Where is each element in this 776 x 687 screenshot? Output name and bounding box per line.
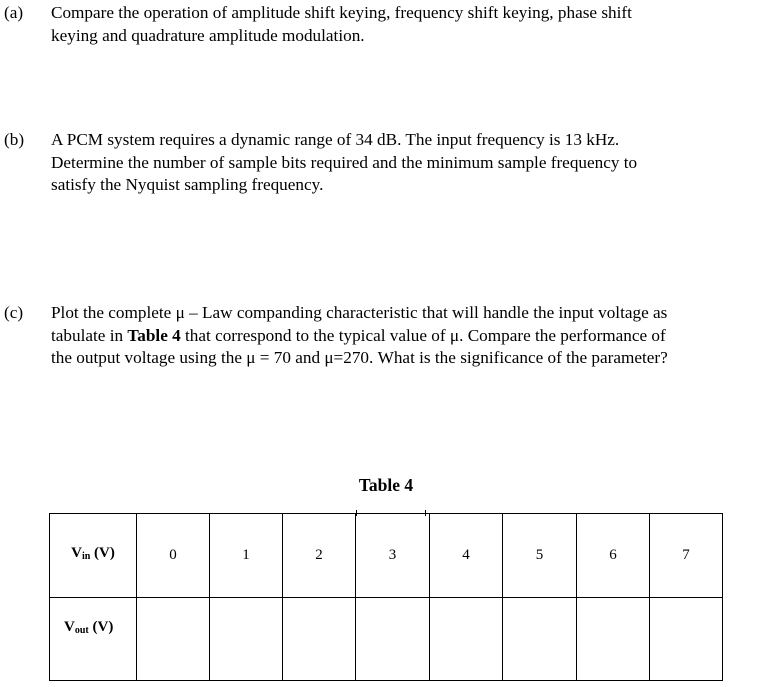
- vin-cell: 1: [210, 514, 283, 598]
- vin-header: $V_{in}$ (V): [50, 514, 137, 598]
- table-reference: Table 4: [127, 325, 181, 345]
- vout-cell-empty: [650, 598, 723, 681]
- question-c-line-2-post: that correspond to the typical value of μ. Compare the performance of: [180, 325, 666, 345]
- table-row-vout: [50, 598, 723, 681]
- vout-cell-empty: [503, 598, 577, 681]
- vout-cell-empty: [356, 598, 430, 681]
- vout-cell-empty: [283, 598, 356, 681]
- question-b-line-3: satisfy the Nyquist sampling frequency.: [51, 175, 324, 194]
- vin-cell: 2: [283, 514, 356, 598]
- vin-cell: 7: [650, 514, 723, 598]
- vin-cell: 6: [577, 514, 650, 598]
- vin-cell: 3: [356, 514, 430, 598]
- question-a-line-1: Compare the operation of amplitude shift keying, frequency shift keying, phase shift: [51, 3, 632, 22]
- question-c-line-2-pre: tabulate in: [51, 325, 128, 345]
- question-c-text: [51, 302, 770, 370]
- question-a-label: (a): [4, 3, 24, 22]
- question-b-line-1: A PCM system requires a dynamic range of 34 dB. The input frequency is 13 kHz.: [51, 130, 620, 149]
- question-b-line-2: Determine the number of sample bits required and the minimum sample frequency to: [51, 152, 638, 172]
- question-a-text: [51, 2, 770, 47]
- vout-cell-empty: [210, 598, 283, 681]
- question-c-line-3: the output voltage using the μ = 70 and μ=270. What is the significance of the parameter?: [51, 348, 668, 367]
- vin-cell: 5: [503, 514, 577, 598]
- question-c-label: (c): [4, 303, 24, 322]
- table-row-vin: [50, 514, 723, 598]
- table-4: [49, 513, 723, 681]
- vin-cell: 4: [430, 514, 503, 598]
- vout-cell-empty: [430, 598, 503, 681]
- vin-cell: 0: [137, 514, 210, 598]
- question-a-line-2: keying and quadrature amplitude modulation.: [51, 25, 365, 45]
- vout-header: $V_{out}$ (V): [50, 598, 137, 681]
- vout-cell-empty: [137, 598, 210, 681]
- vout-cell-empty: [577, 598, 650, 681]
- question-c-line-1: Plot the complete μ – Law companding characteristic that will handle the input voltage as: [51, 303, 668, 322]
- question-b-text: [51, 129, 770, 197]
- table-caption: Table 4: [358, 475, 414, 495]
- question-b-label: (b): [4, 130, 25, 149]
